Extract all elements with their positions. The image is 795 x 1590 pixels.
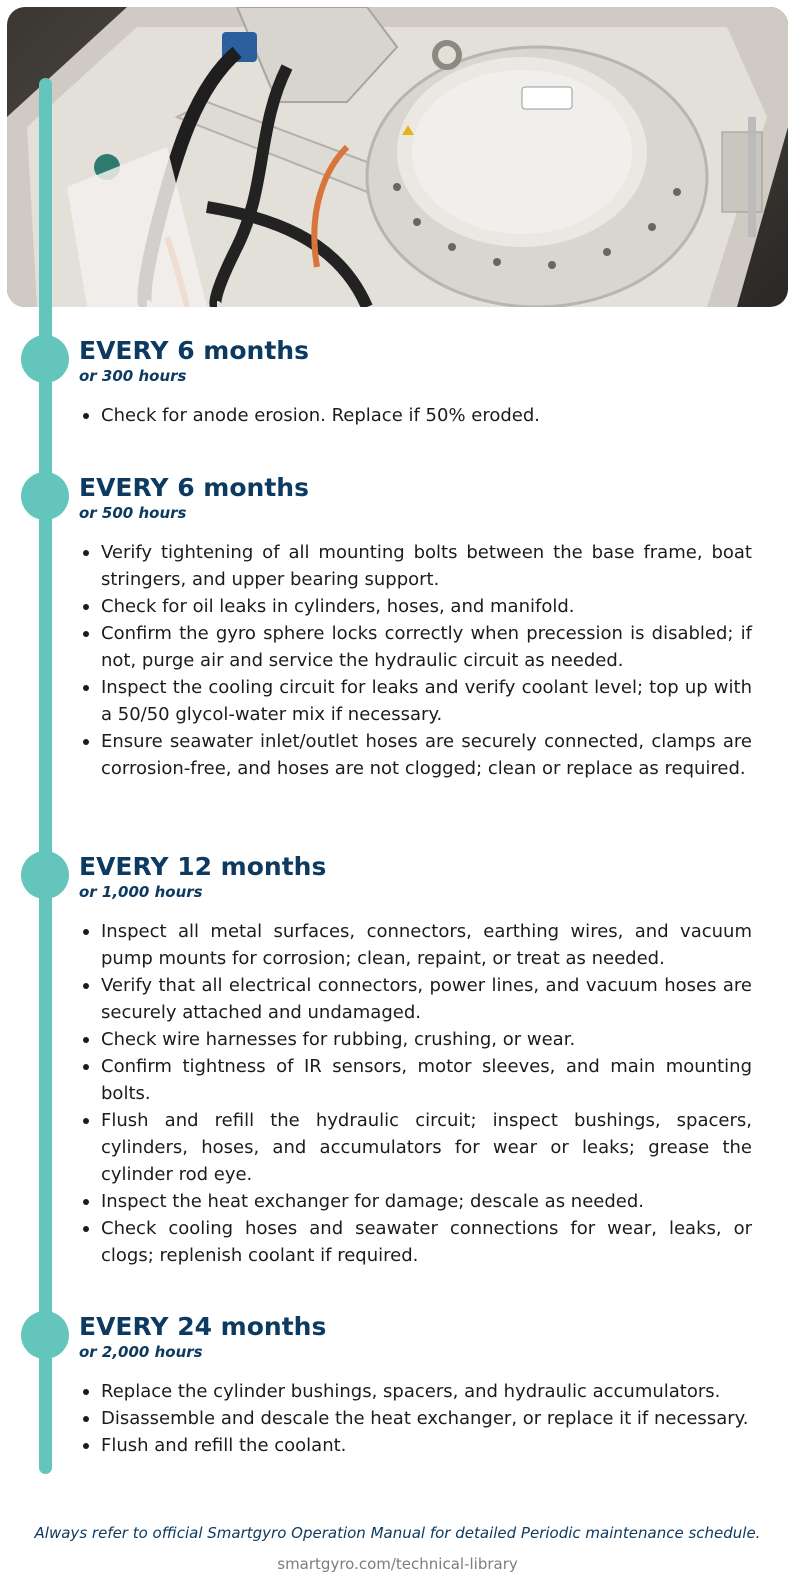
interval-subtitle: or 1,000 hours xyxy=(79,883,203,901)
timeline-dot xyxy=(21,851,69,899)
task-list xyxy=(79,402,752,429)
interval-title: EVERY 12 months xyxy=(79,852,327,881)
maintenance-interval-6-months-300-hours xyxy=(79,336,752,429)
task-item: Inspect the cooling circuit for leaks and verify coolant level; top up with a 50/50 glycol-water mix if necessary. xyxy=(79,674,752,728)
hero-photo xyxy=(7,7,788,307)
task-item: Check for anode erosion. Replace if 50% eroded. xyxy=(79,402,752,429)
interval-title: EVERY 6 months xyxy=(79,336,309,365)
task-item: Check wire harnesses for rubbing, crushing, or wear. xyxy=(79,1026,752,1053)
task-item: Check cooling hoses and seawater connections for wear, leaks, or clogs; replenish coolant if required. xyxy=(79,1215,752,1269)
task-item: Confirm tightness of IR sensors, motor sleeves, and main mounting bolts. xyxy=(79,1053,752,1107)
maintenance-interval-24-months xyxy=(79,1312,752,1459)
interval-subtitle: or 500 hours xyxy=(79,504,187,522)
maintenance-interval-12-months xyxy=(79,852,752,1269)
interval-title: EVERY 24 months xyxy=(79,1312,327,1341)
task-item: Confirm the gyro sphere locks correctly when precession is disabled; if not, purge air and service the hydraulic circuit as needed. xyxy=(79,620,752,674)
task-item: Verify tightening of all mounting bolts between the base frame, boat stringers, and upper bearing support. xyxy=(79,539,752,593)
gyro-stabilizer-photo-icon xyxy=(7,7,788,307)
maintenance-interval-6-months-500-hours xyxy=(79,473,752,782)
task-item: Inspect all metal surfaces, connectors, earthing wires, and vacuum pump mounts for corrosion; clean, repaint, or treat as needed. xyxy=(79,918,752,972)
footer-link[interactable]: smartgyro.com/technical-library xyxy=(277,1555,518,1573)
task-list xyxy=(79,539,752,782)
timeline-dot xyxy=(21,472,69,520)
interval-title: EVERY 6 months xyxy=(79,473,309,502)
task-item: Check for oil leaks in cylinders, hoses, and manifold. xyxy=(79,593,752,620)
task-item: Ensure seawater inlet/outlet hoses are securely connected, clamps are corrosion-free, and hoses are not clogged; clean or replace as required. xyxy=(79,728,752,782)
task-list xyxy=(79,918,752,1269)
timeline-dot xyxy=(21,1311,69,1359)
task-item: Replace the cylinder bushings, spacers, and hydraulic accumulators. xyxy=(79,1378,752,1405)
task-list xyxy=(79,1378,752,1459)
task-item: Disassemble and descale the heat exchanger, or replace it if necessary. xyxy=(79,1405,752,1432)
timeline-dot xyxy=(21,335,69,383)
task-item: Flush and refill the coolant. xyxy=(79,1432,752,1459)
task-item: Verify that all electrical connectors, power lines, and vacuum hoses are securely attached and undamaged. xyxy=(79,972,752,1026)
interval-subtitle: or 300 hours xyxy=(79,367,187,385)
timeline-bar xyxy=(39,78,52,1474)
task-item: Inspect the heat exchanger for damage; descale as needed. xyxy=(79,1188,752,1215)
task-item: Flush and refill the hydraulic circuit; inspect bushings, spacers, cylinders, hoses, and accumulators for wear or leaks; grease the cylinder rod eye. xyxy=(79,1107,752,1188)
footer-disclaimer: Always refer to official Smartgyro Operation Manual for detailed Periodic maintenance schedule. xyxy=(34,1524,761,1542)
interval-subtitle: or 2,000 hours xyxy=(79,1343,203,1361)
